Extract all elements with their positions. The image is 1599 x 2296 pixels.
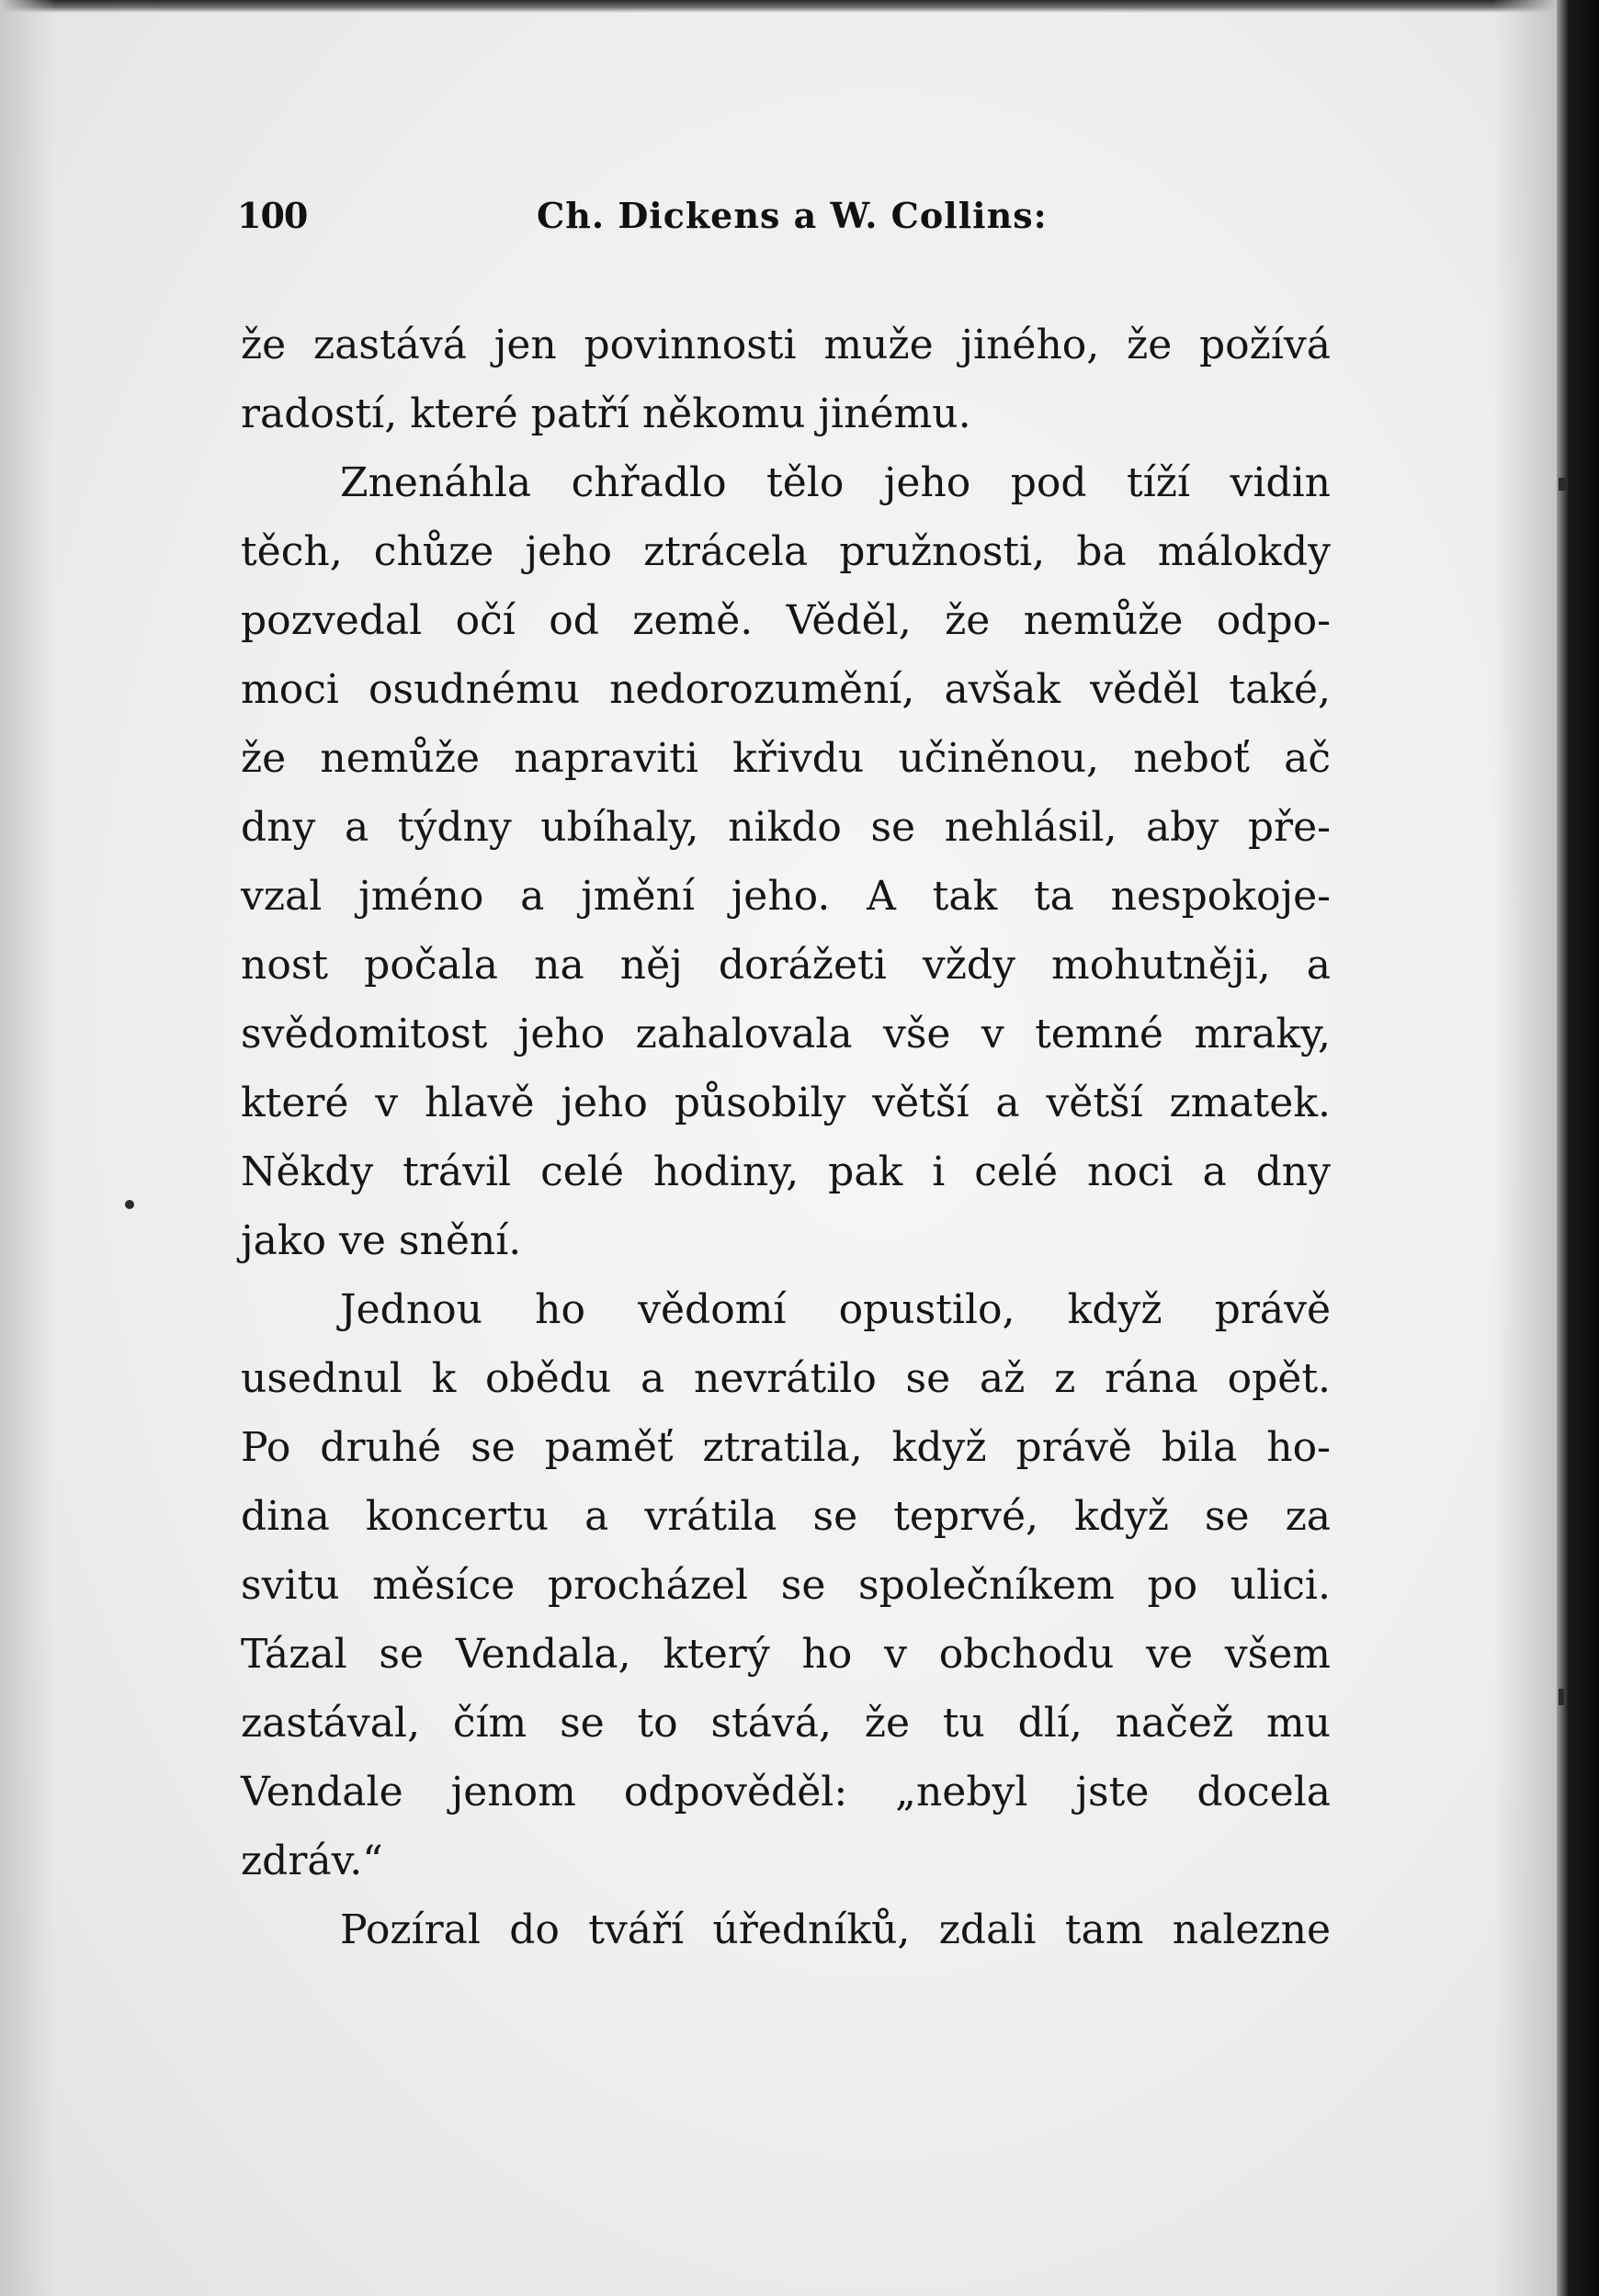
text-line: že zastává jen povinnosti muže jiného, že požívá [241, 322, 1331, 368]
text-line: svědomitost jeho zahalovala vše v temné mraky, [241, 1011, 1331, 1058]
text-line: pozvedal očí od země. Věděl, že nemůže odpo- [241, 597, 1331, 644]
text-line: Tázal se Vendala, který ho v obchodu ve všem [241, 1631, 1331, 1678]
page-number: 100 [237, 195, 308, 236]
text-line: usednul k obědu a nevrátilo se až z rána opět. [241, 1355, 1331, 1402]
text-line: svitu měsíce procházel se společníkem po ulici. [241, 1562, 1331, 1609]
text-line: že nemůže napraviti křivdu učiněnou, neboť ač [241, 735, 1331, 782]
running-head: Ch. Dickens a W. Collins: [537, 195, 1048, 236]
scan-gutter-shadow [1492, 0, 1557, 2296]
text-line: Vendale jenom odpověděl: „nebyl jste docela [241, 1769, 1331, 1815]
text-line: moci osudnému nedorozumění, avšak věděl také, [241, 666, 1331, 713]
text-line: vzal jméno a jmění jeho. A tak ta nespokoje- [241, 873, 1331, 920]
text-line: dina koncertu a vrátila se teprvé, když se za [241, 1493, 1331, 1540]
book-spine-edge [1557, 0, 1599, 2296]
text-line: těch, chůze jeho ztrácela pružnosti, ba málokdy [241, 528, 1331, 575]
text-line: Znenáhla chřadlo tělo jeho pod tíží vidin [340, 459, 1331, 506]
scan-top-edge [0, 0, 1599, 13]
text-line: nost počala na něj dorážeti vždy mohutněji, a [241, 942, 1331, 989]
text-line: radostí, které patří někomu jinému. [241, 390, 971, 437]
text-line: Po druhé se paměť ztratila, když právě bila ho- [241, 1424, 1331, 1471]
text-line: dny a týdny ubíhaly, nikdo se nehlásil, aby pře- [241, 804, 1331, 851]
text-line: které v hlavě jeho působily větší a větší zmatek. [241, 1080, 1331, 1126]
margin-speck [125, 1200, 134, 1209]
text-line: zdráv.“ [241, 1838, 383, 1884]
scan-left-shadow [0, 0, 55, 2296]
text-line: Pozíral do tváří úředníků, zdali tam nalezne [340, 1906, 1331, 1953]
text-line: Jednou ho vědomí opustilo, když právě [340, 1286, 1331, 1333]
text-line: Někdy trávil celé hodiny, pak i celé noci a dny [241, 1148, 1331, 1195]
margin-speck [1559, 1689, 1564, 1705]
margin-speck [1559, 478, 1566, 491]
text-line: jako ve snění. [241, 1217, 522, 1264]
text-line: zastával, čím se to stává, že tu dlí, načež mu [241, 1700, 1331, 1747]
page-header [0, 195, 1599, 250]
body-text [241, 311, 1331, 1964]
